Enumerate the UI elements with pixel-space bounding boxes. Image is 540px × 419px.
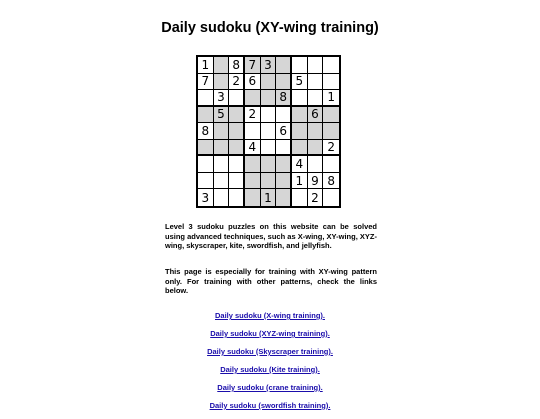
sudoku-cell[interactable]: 8 [323,173,339,190]
sudoku-cell[interactable] [261,173,277,190]
sudoku-cell[interactable]: 1 [323,90,339,107]
intro-paragraph: Level 3 sudoku puzzles on this website can be solved using advanced techniques, such as X-wing, XY-wing, XYZ-wing, skyscraper, kite, swordfish, and jellyfish. [165,222,377,250]
sudoku-cell[interactable] [261,123,277,140]
sudoku-cell[interactable]: 1 [292,173,308,190]
sudoku-cell[interactable] [214,57,230,74]
sudoku-cell[interactable] [245,90,261,107]
sudoku-cell[interactable] [308,156,324,173]
link-xyzwing-training[interactable]: Daily sudoku (XYZ-wing training). [210,329,330,338]
sudoku-cell[interactable] [229,123,245,140]
sudoku-cell[interactable] [229,140,245,157]
sudoku-cell[interactable] [323,189,339,206]
link-skyscraper-training[interactable]: Daily sudoku (Skyscraper training). [207,347,333,356]
sudoku-cell[interactable] [292,123,308,140]
sudoku-cell[interactable] [276,140,292,157]
link-swordfish-training[interactable]: Daily sudoku (swordfish training). [209,401,331,410]
sudoku-cell[interactable] [308,74,324,91]
sudoku-cell[interactable] [308,57,324,74]
sudoku-cell[interactable] [276,156,292,173]
sudoku-cell[interactable]: 5 [292,74,308,91]
sudoku-cell[interactable] [229,189,245,206]
sudoku-cell[interactable] [261,107,277,124]
sudoku-cell[interactable] [276,189,292,206]
sudoku-cell[interactable] [261,90,277,107]
sudoku-cell[interactable] [214,123,230,140]
sudoku-cell[interactable]: 8 [276,90,292,107]
link-xwing-training[interactable]: Daily sudoku (X-wing training). [214,311,325,320]
sudoku-cell[interactable] [198,107,214,124]
page-title: Daily sudoku (XY-wing training) [161,20,379,36]
sudoku-cell[interactable] [198,90,214,107]
sudoku-cell[interactable] [229,173,245,190]
sudoku-cell[interactable] [292,140,308,157]
sudoku-cell[interactable] [245,156,261,173]
link-kite-training[interactable]: Daily sudoku (Kite training). [220,365,320,374]
sudoku-cell[interactable]: 1 [261,189,277,206]
sudoku-cell[interactable]: 6 [276,123,292,140]
sudoku-cell[interactable] [214,74,230,91]
sudoku-cell[interactable] [323,57,339,74]
link-crane-training[interactable]: Daily sudoku (crane training). [217,383,323,392]
sudoku-cell[interactable] [198,173,214,190]
sudoku-cell[interactable] [292,189,308,206]
sudoku-board [196,55,341,208]
sudoku-cell[interactable] [323,156,339,173]
sudoku-cell[interactable] [323,123,339,140]
sudoku-cell[interactable]: 8 [198,123,214,140]
sudoku-cell[interactable] [323,107,339,124]
sudoku-cell[interactable] [292,90,308,107]
training-paragraph: This page is especially for training with XY-wing pattern only. For training with other patterns, check the links below. [165,267,377,295]
sudoku-cell[interactable] [245,173,261,190]
sudoku-cell[interactable]: 3 [214,90,230,107]
sudoku-cell[interactable]: 2 [229,74,245,91]
sudoku-cell[interactable]: 5 [214,107,230,124]
sudoku-cell[interactable]: 2 [245,107,261,124]
sudoku-cell[interactable] [261,74,277,91]
sudoku-cell[interactable]: 6 [308,107,324,124]
sudoku-cell[interactable] [308,123,324,140]
sudoku-cell[interactable] [276,107,292,124]
sudoku-cell[interactable] [261,140,277,157]
sudoku-cell[interactable] [292,57,308,74]
sudoku-cell[interactable] [229,90,245,107]
sudoku-cell[interactable]: 7 [245,57,261,74]
sudoku-cell[interactable]: 3 [198,189,214,206]
sudoku-cell[interactable] [261,156,277,173]
sudoku-cell[interactable] [245,123,261,140]
sudoku-cell[interactable]: 1 [198,57,214,74]
sudoku-cell[interactable]: 2 [323,140,339,157]
sudoku-cell[interactable] [323,74,339,91]
training-links [0,311,540,419]
sudoku-cell[interactable]: 9 [308,173,324,190]
sudoku-cell[interactable] [292,107,308,124]
sudoku-cell[interactable] [308,140,324,157]
sudoku-cell[interactable] [214,173,230,190]
sudoku-cell[interactable] [276,57,292,74]
sudoku-cell[interactable] [214,189,230,206]
sudoku-cell[interactable] [276,173,292,190]
sudoku-cell[interactable]: 3 [261,57,277,74]
sudoku-cell[interactable] [198,156,214,173]
sudoku-cell[interactable] [198,140,214,157]
sudoku-cell[interactable] [276,74,292,91]
sudoku-cell[interactable] [229,156,245,173]
sudoku-cell[interactable] [245,189,261,206]
sudoku-cell[interactable] [214,156,230,173]
sudoku-cell[interactable] [308,90,324,107]
sudoku-cell[interactable]: 7 [198,74,214,91]
sudoku-cell[interactable] [229,107,245,124]
sudoku-cell[interactable]: 8 [229,57,245,74]
sudoku-cell[interactable]: 2 [308,189,324,206]
sudoku-cell[interactable]: 4 [245,140,261,157]
sudoku-cell[interactable]: 4 [292,156,308,173]
sudoku-cell[interactable]: 6 [245,74,261,91]
sudoku-cell[interactable] [214,140,230,157]
